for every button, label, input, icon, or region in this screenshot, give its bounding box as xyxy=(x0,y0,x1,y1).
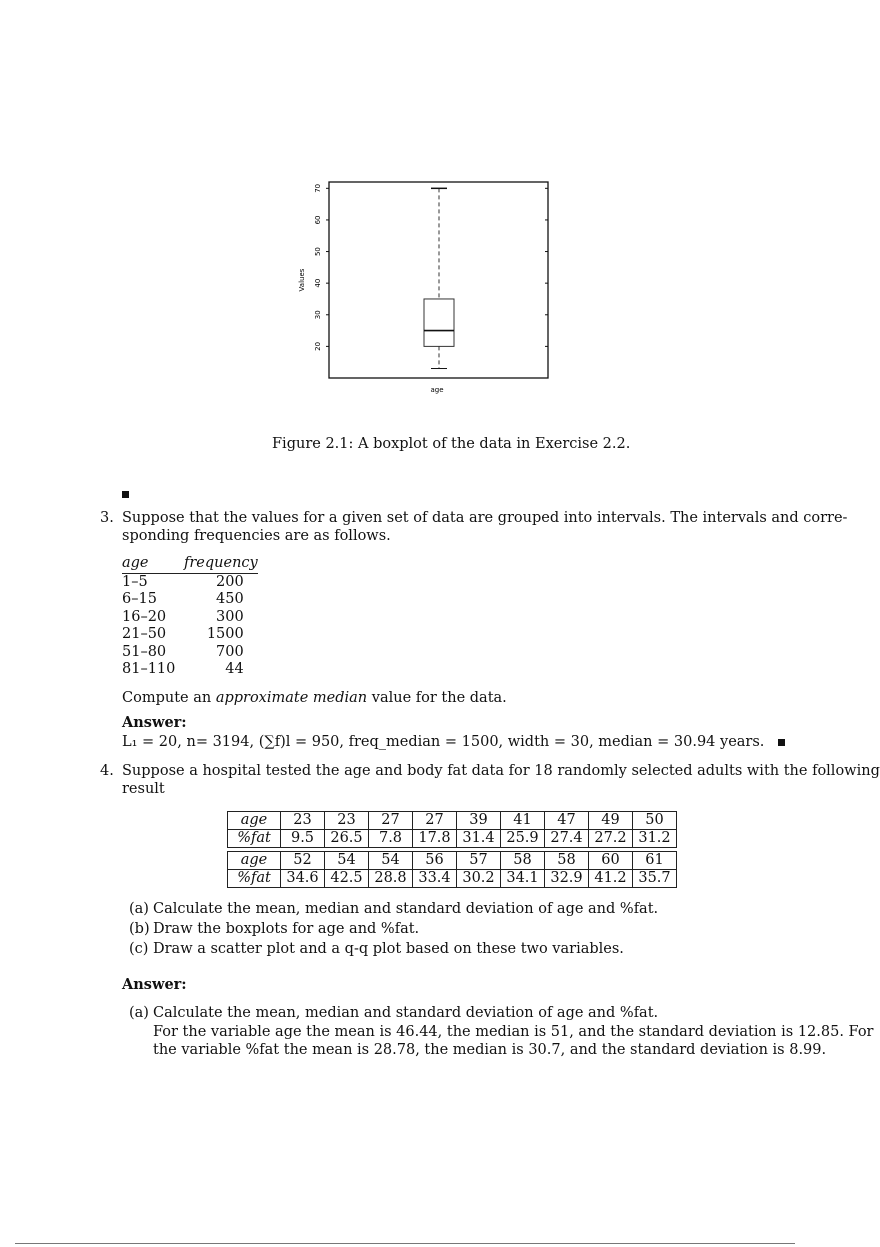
prompt-text: Compute an xyxy=(122,690,216,706)
value-cell: 31.4 xyxy=(457,830,501,848)
age-cell: 81–110 xyxy=(122,661,176,677)
data-table-1 xyxy=(227,811,677,848)
q4-text-2: result xyxy=(122,781,165,797)
table-row xyxy=(228,852,677,870)
answer-text: L₁ = 20, n= 3194, (∑f)l = 950, freq_median = 1500, width = 30, median = 30.94 years. xyxy=(122,734,765,750)
frequency-cell: 200 xyxy=(216,573,244,590)
table-row xyxy=(228,830,677,848)
part-text: Draw the boxplots for age and %fat. xyxy=(153,921,420,937)
q3-answer xyxy=(122,734,785,750)
table-row xyxy=(122,626,258,644)
y-tick-label: 60 xyxy=(314,215,322,225)
value-cell: 54 xyxy=(325,852,369,870)
row-header: %fat xyxy=(228,870,281,888)
frequency-cell: 1500 xyxy=(206,626,244,642)
part-text: Draw a scatter plot and a q-q plot based on these two variables. xyxy=(153,941,624,957)
q4-number: 4. xyxy=(100,763,114,779)
figure-caption: Figure 2.1: A boxplot of the data in Exercise 2.2. xyxy=(272,436,631,452)
row-header: age xyxy=(228,812,281,830)
value-cell: 7.8 xyxy=(369,830,413,848)
table-row xyxy=(228,870,677,888)
value-cell: 50 xyxy=(633,812,677,830)
table-row xyxy=(122,591,258,609)
q3-prompt xyxy=(122,690,507,706)
value-cell: 23 xyxy=(281,812,325,830)
age-cell: 51–80 xyxy=(122,643,167,660)
data-table-2 xyxy=(227,851,677,888)
y-tick-label: 20 xyxy=(314,341,322,351)
value-cell: 28.8 xyxy=(369,870,413,888)
frequency-cell: 700 xyxy=(216,643,244,660)
table-row xyxy=(122,661,258,679)
header-age: age xyxy=(122,555,149,571)
value-cell: 27 xyxy=(369,812,413,830)
row-header: %fat xyxy=(228,830,281,848)
table-row xyxy=(122,644,258,662)
value-cell: 26.5 xyxy=(325,830,369,848)
y-tick-label: 70 xyxy=(314,183,322,193)
q3-text-1: Suppose that the values for a given set of data are grouped into intervals. The intervals and corre- xyxy=(122,510,848,526)
answer-a-label: (a) xyxy=(129,1005,149,1021)
part-label: (a) xyxy=(129,901,149,917)
value-cell: 27.2 xyxy=(589,830,633,848)
value-cell: 41.2 xyxy=(589,870,633,888)
boxplot-chart xyxy=(0,0,880,420)
row-header: age xyxy=(228,852,281,870)
age-cell: 21–50 xyxy=(122,626,167,642)
value-cell: 27 xyxy=(413,812,457,830)
value-cell: 30.2 xyxy=(457,870,501,888)
value-cell: 41 xyxy=(501,812,545,830)
value-cell: 58 xyxy=(501,852,545,870)
x-axis-label: age xyxy=(430,386,444,394)
value-cell: 27.4 xyxy=(545,830,589,848)
value-cell: 35.7 xyxy=(633,870,677,888)
q3-answer-label: Answer: xyxy=(122,714,187,731)
value-cell: 42.5 xyxy=(325,870,369,888)
value-cell: 56 xyxy=(413,852,457,870)
q4-text-1: Suppose a hospital tested the age and body fat data for 18 randomly selected adults with the following xyxy=(122,763,880,779)
frequency-cell: 44 xyxy=(225,661,244,677)
part-label: (b) xyxy=(129,921,150,937)
box xyxy=(424,299,454,346)
q3-text-2: sponding frequencies are as follows. xyxy=(122,528,391,544)
frequency-cell: 450 xyxy=(216,591,244,607)
age-cell: 16–20 xyxy=(122,608,167,625)
value-cell: 25.9 xyxy=(501,830,545,848)
value-cell: 32.9 xyxy=(545,870,589,888)
part-label: (c) xyxy=(129,941,149,957)
value-cell: 60 xyxy=(589,852,633,870)
part-text: Calculate the mean, median and standard deviation of age and %fat. xyxy=(153,901,659,917)
value-cell: 57 xyxy=(457,852,501,870)
value-cell: 34.1 xyxy=(501,870,545,888)
value-cell: 33.4 xyxy=(413,870,457,888)
table-row xyxy=(228,812,677,830)
y-tick-label: 50 xyxy=(314,247,322,257)
value-cell: 34.6 xyxy=(281,870,325,888)
y-tick-label: 40 xyxy=(314,278,322,288)
value-cell: 61 xyxy=(633,852,677,870)
answer-a-title: Calculate the mean, median and standard deviation of age and %fat. xyxy=(153,1005,659,1021)
value-cell: 49 xyxy=(589,812,633,830)
value-cell: 39 xyxy=(457,812,501,830)
y-tick-label: 30 xyxy=(314,310,322,320)
q3-number: 3. xyxy=(100,510,114,526)
value-cell: 17.8 xyxy=(413,830,457,848)
header-frequency: frequency xyxy=(184,555,258,571)
qed-mark xyxy=(122,486,129,502)
value-cell: 31.2 xyxy=(633,830,677,848)
q4-answer-label: Answer: xyxy=(122,976,187,993)
prompt-emphasis: approximate median xyxy=(215,690,368,706)
value-cell: 54 xyxy=(369,852,413,870)
value-cell: 47 xyxy=(545,812,589,830)
answer-a-line-1: For the variable age the mean is 46.44, the median is 51, and the standard deviation is 12.85. For xyxy=(153,1024,874,1040)
value-cell: 52 xyxy=(281,852,325,870)
prompt-text: value for the data. xyxy=(367,690,507,706)
value-cell: 9.5 xyxy=(281,830,325,848)
value-cell: 23 xyxy=(325,812,369,830)
footer-rule xyxy=(15,1243,795,1244)
age-cell: 6–15 xyxy=(122,591,157,607)
y-axis-label: Values xyxy=(298,268,306,292)
table-row xyxy=(122,609,258,627)
frequency-table xyxy=(122,555,258,679)
frequency-cell: 300 xyxy=(216,608,244,625)
answer-a-line-2: the variable %fat the mean is 28.78, the median is 30.7, and the standard deviation is 8.99. xyxy=(153,1042,827,1058)
value-cell: 58 xyxy=(545,852,589,870)
table-row xyxy=(122,573,258,591)
age-cell: 1–5 xyxy=(122,573,148,590)
